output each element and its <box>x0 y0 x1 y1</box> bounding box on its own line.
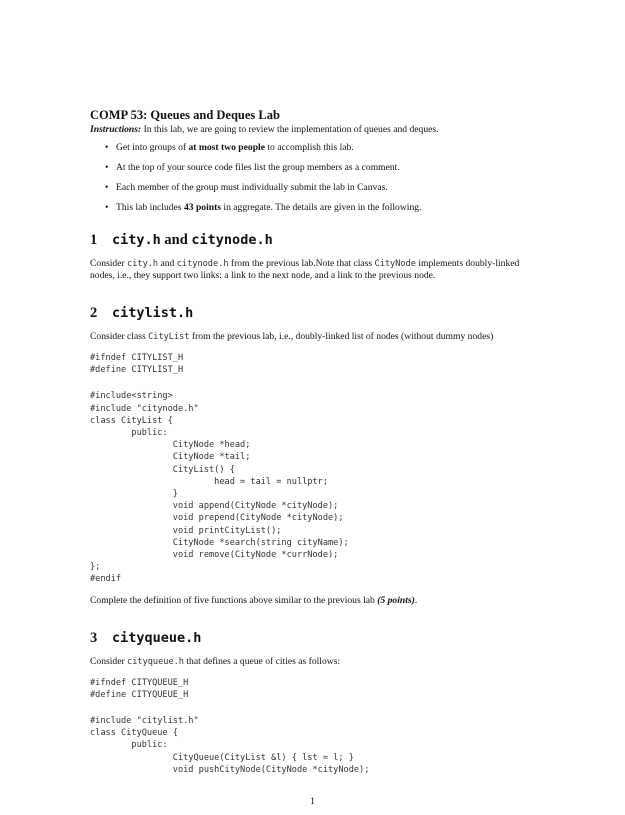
list-item: • Each member of the group must individually submit the lab in Canvas. <box>105 182 540 194</box>
instructions <box>90 124 540 136</box>
section-2-task: Complete the definition of five functions above similar to the previous lab (5 points). <box>90 594 418 606</box>
list-item: • At the top of your source code files list the group members as a comment. <box>105 162 540 174</box>
list-item: • Get into groups of at most two people to accomplish this lab. <box>105 142 540 154</box>
document-title: COMP 53: Queues and Deques Lab <box>90 108 280 122</box>
section-2-heading: 2 citylist.h <box>90 305 194 321</box>
requirements-list <box>90 142 540 214</box>
document-page <box>90 108 540 776</box>
section-2-paragraph: Consider class CityList from the previous lab, i.e., doubly-linked list of nodes (without dummy nodes) <box>90 331 494 342</box>
page-number: 1 <box>310 796 315 807</box>
citylist-guard-code: #ifndef CITYLIST_H #define CITYLIST_H <box>90 353 184 376</box>
citylist-class-code: #include<string> #include "citynode.h" class CityList { public: CityNode *head; CityNode *tail; CityList() { head = tail = nullptr; } void append(CityNode *cityNode); void prepend(CityNode *cityNode); void printCityList(); CityNode *search(string cityName); void remove(CityNode *currNode); }; #endif <box>90 391 349 585</box>
section-1-paragraph: Consider city.h and citynode.h from the previous lab.Note that class CityNode implements doubly-linked nodes, i.e., they support two links: a link to the next node, and a link to the previous node. <box>90 258 520 281</box>
instructions-label: Instructions: <box>90 124 142 135</box>
instructions-text: In this lab, we are going to review the implementation of queues and deques. <box>141 124 439 135</box>
cityqueue-class-code: #include "citylist.h" class CityQueue { public: CityQueue(CityList &l) { lst = l; } void pushCityNode(CityNode *cityNode); <box>90 716 370 775</box>
section-1-heading: 1 city.h and citynode.h <box>90 232 273 248</box>
section-3-paragraph: Consider cityqueue.h that defines a queue of cities as follows: <box>90 655 341 667</box>
list-item: • This lab includes 43 points in aggregate. The details are given in the following. <box>105 202 540 214</box>
cityqueue-guard-code: #ifndef CITYQUEUE_H #define CITYQUEUE_H <box>90 677 189 700</box>
section-3-heading: 3 cityqueue.h <box>90 629 202 646</box>
